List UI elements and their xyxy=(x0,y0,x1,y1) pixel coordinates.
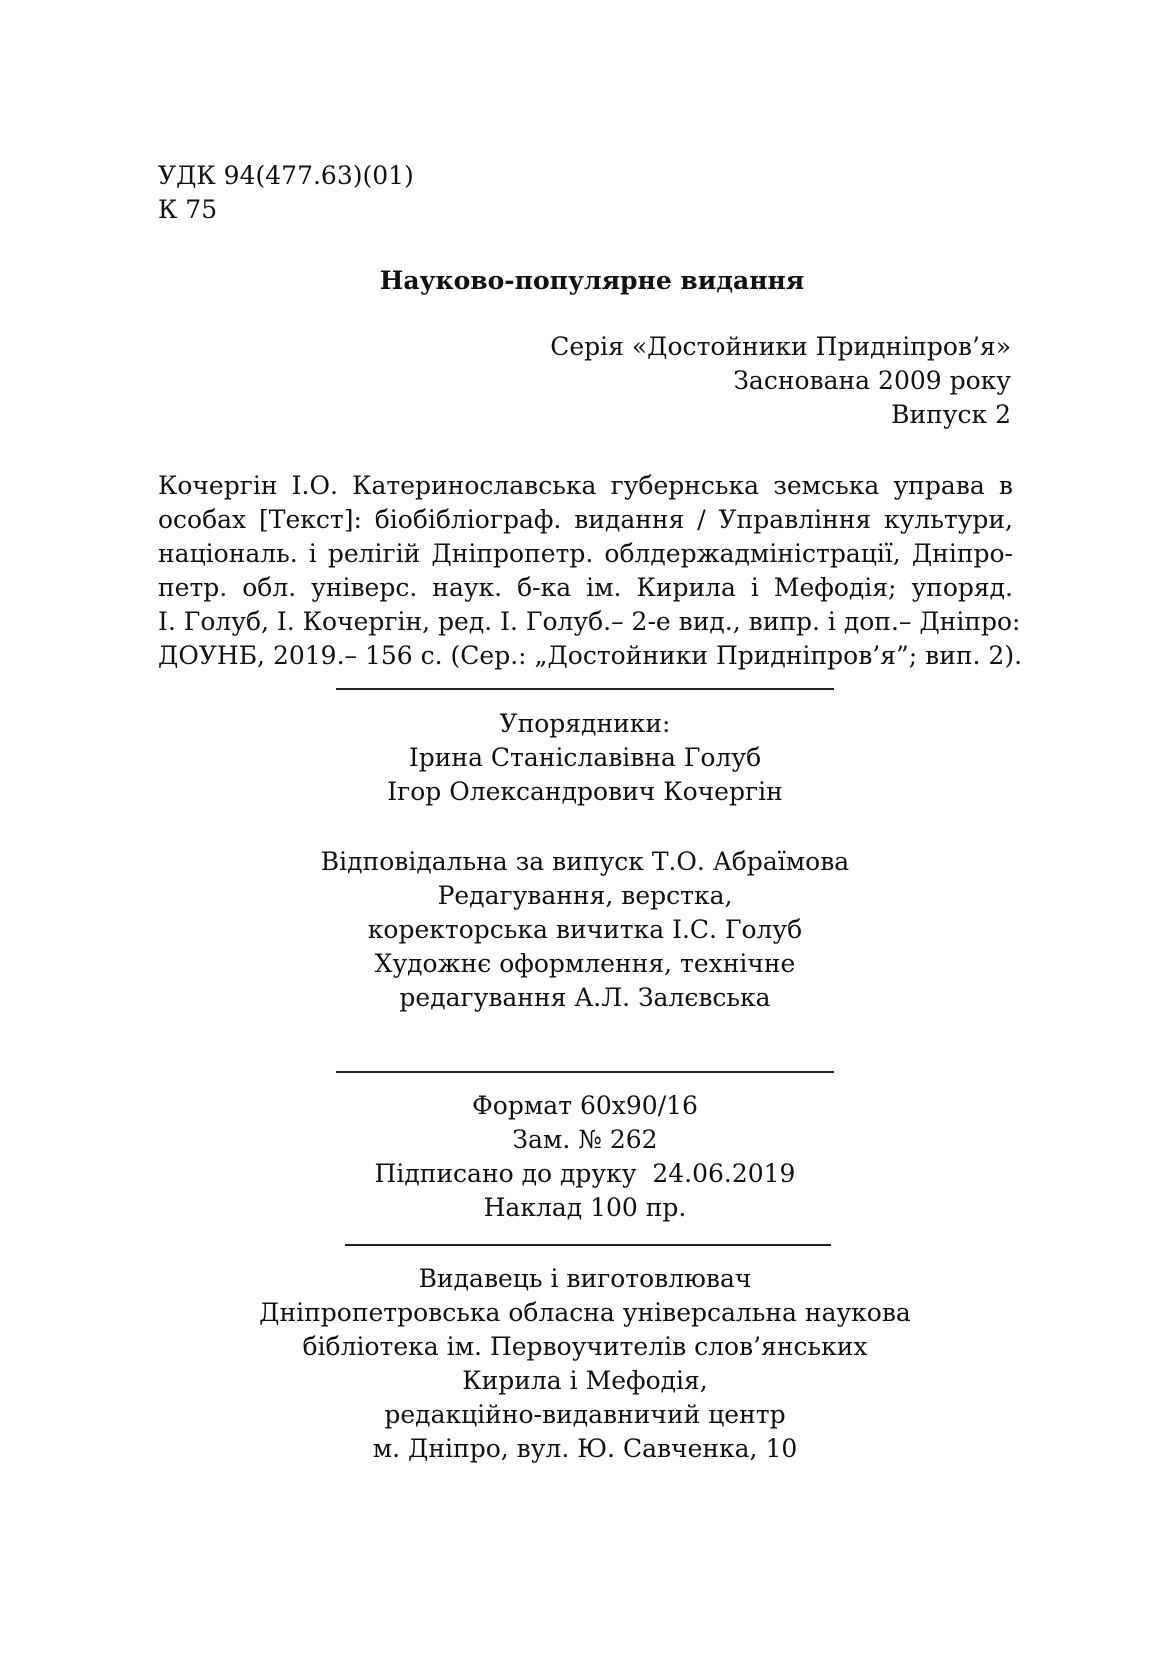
edition-type-heading: Науково-популярне видання xyxy=(379,266,805,295)
udk-code: УДК 94(477.63)(01) xyxy=(158,161,414,190)
series-name: Серія «Достойники Придніпров’я» xyxy=(550,332,1011,361)
responsible-line: коректорська вичитка І.С. Голуб xyxy=(367,915,803,944)
bib-line: національ. і релігій Дніпропетр. облдержадміністрації, Дніпро- xyxy=(158,539,1013,568)
responsible-block xyxy=(235,845,935,1015)
publisher-line: бібліотека ім. Первоучителів слов’янських xyxy=(302,1332,868,1361)
bib-line: особах [Текст]: біобібліограф. видання / Управління культури, xyxy=(158,505,1013,534)
series-founded: Заснована 2009 року xyxy=(733,366,1011,395)
order-line: Зам. № 262 xyxy=(512,1125,658,1154)
compilers-label: Упорядники: xyxy=(499,709,671,738)
series-block xyxy=(411,330,1011,432)
publisher-line: Видавець і виготовлювач xyxy=(418,1264,752,1293)
publisher-address: м. Дніпро, вул. Ю. Савченка, 10 xyxy=(372,1434,798,1463)
compiler-name: Ігор Олександрович Кочергін xyxy=(387,777,783,806)
series-issue: Випуск 2 xyxy=(891,400,1011,429)
publisher-line: редакційно-видавничий центр xyxy=(384,1400,786,1429)
print-details-block xyxy=(235,1089,935,1225)
print-run-line: Наклад 100 пр. xyxy=(483,1193,687,1222)
compiler-name: Ірина Станіславівна Голуб xyxy=(408,743,762,772)
separator-rule-2 xyxy=(336,1071,834,1073)
responsible-line: Редагування, верстка, xyxy=(437,881,733,910)
compilers-block xyxy=(235,707,935,809)
author-mark: К 75 xyxy=(158,195,218,224)
bib-line: І. Голуб, І. Кочергін, ред. І. Голуб.– 2-е вид., випр. і доп.– Дніпро: xyxy=(158,607,1021,636)
separator-rule-3 xyxy=(345,1244,831,1246)
signed-line: Підписано до друку 24.06.2019 xyxy=(374,1159,796,1188)
udk-block xyxy=(158,159,558,227)
bibliographic-record xyxy=(158,469,1023,673)
bib-line: ДОУНБ, 2019.– 156 с. (Сер.: „Достойники Придніпров’я”; вип. 2). xyxy=(158,641,1023,670)
bib-line: петр. обл. універс. наук. б-ка ім. Кирила і Мефодія; упоряд. xyxy=(158,573,1013,602)
publisher-line: Дніпропетровська обласна універсальна наукова xyxy=(259,1298,911,1327)
publisher-block xyxy=(235,1262,935,1466)
responsible-line: Відповідальна за випуск Т.О. Абраїмова xyxy=(320,847,850,876)
responsible-line: редагування А.Л. Залєвська xyxy=(399,983,771,1012)
separator-rule-1 xyxy=(336,688,834,690)
bib-line: Кочергін І.О. Катеринославська губернська земська управа в xyxy=(158,471,1013,500)
publisher-line: Кирила і Мефодія, xyxy=(462,1366,708,1395)
format-line: Формат 60х90/16 xyxy=(472,1091,698,1120)
responsible-line: Художнє оформлення, технічне xyxy=(374,949,796,978)
